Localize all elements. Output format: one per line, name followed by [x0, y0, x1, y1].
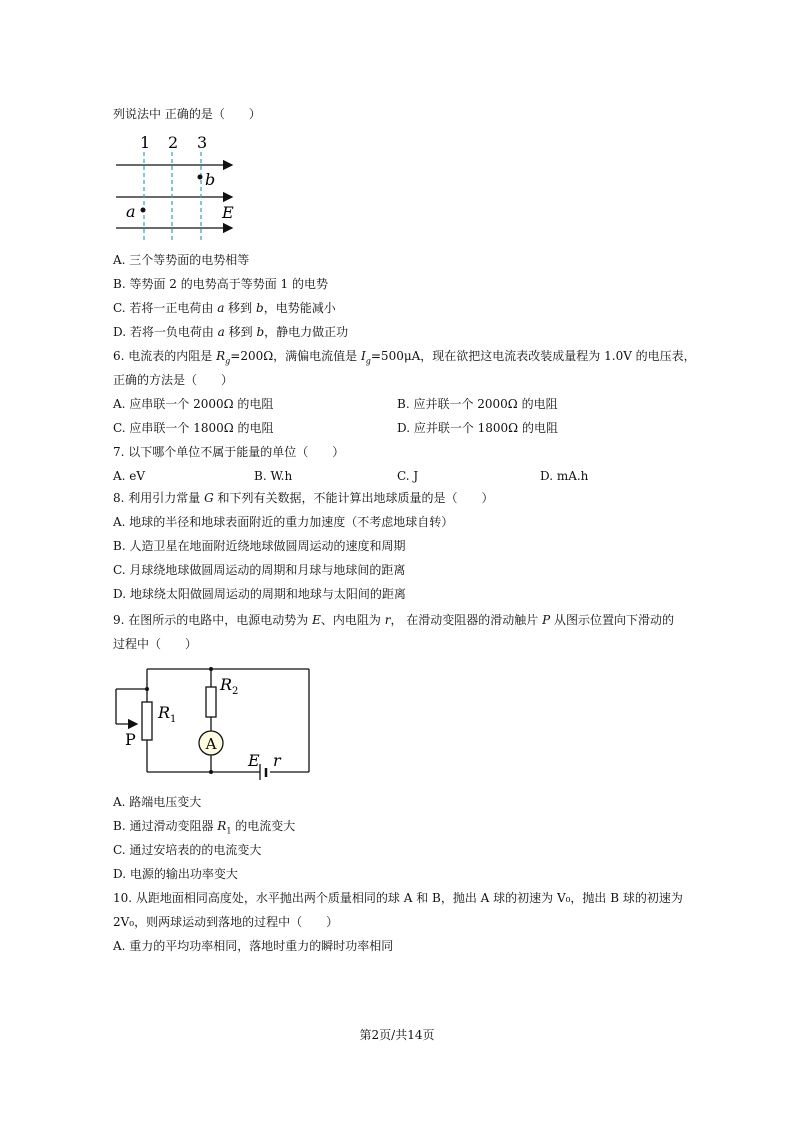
q8-stem: 8. 利用引力常量 G 和下列有关数据，不能计算出地球质量的是（ ） — [113, 491, 494, 505]
emf-label: E — [248, 751, 260, 770]
q10-option-a: A. 重力的平均功率相同，落地时重力的瞬时功率相同 — [113, 939, 394, 953]
q8-option-d: D. 地球绕太阳做圆周运动的周期和地球与太阳间的距离 — [113, 587, 406, 601]
q6-option-d: D. 应并联一个 1800Ω 的电阻 — [397, 421, 558, 435]
q8-option-a: A. 地球的半径和地球表面附近的重力加速度（不考虑地球自转） — [113, 515, 454, 529]
q10-stem-line1: 10. 从距地面相同高度处，水平抛出两个质量相同的球 A 和 B，抛出 A 球的初速为 V₀，抛出 B 球的初速为 — [113, 891, 683, 905]
q9-stem-line1: 9. 在图所示的电路中，电源电动势为 E、内电阻为 r， 在滑动变阻器的滑动触片 P 从图示位置向下滑动的 — [113, 613, 674, 627]
point-b-dot — [198, 175, 203, 180]
q7-option-b: B. W.h — [254, 469, 293, 483]
q5-stem: 列说法中 正确的是（ ） — [113, 107, 261, 121]
q9-option-c: C. 通过安培表的的电流变大 — [113, 843, 262, 857]
internal-resistance-label: r — [273, 751, 281, 770]
r1-resistor — [142, 702, 152, 740]
r2-label: $R_2$ — [220, 675, 239, 697]
q6-stem-line1: 6. 电流表的内阻是 $R_g=200\Omega$，满偏电流值是 $I_g=500\mu A$，现在欲把这电流表改装成量程为 1.0V 的电压表， — [113, 349, 696, 366]
point-a-dot — [141, 208, 146, 213]
line-label-2: 2 — [168, 133, 179, 152]
q9-option-b: B. 通过滑动变阻器 $R_1$ 的电流变大 — [113, 819, 296, 836]
q9-option-d: D. 电源的输出功率变大 — [113, 867, 238, 881]
q7-option-d: D. mA.h — [540, 469, 589, 483]
q6-option-b: B. 应并联一个 2000Ω 的电阻 — [397, 397, 558, 411]
q9-option-a: A. 路端电压变大 — [113, 795, 202, 809]
junction-dot — [209, 667, 213, 671]
q5-option-d: D. 若将一负电荷由 a 移到 b，静电力做正功 — [113, 325, 349, 339]
point-a-label: a — [126, 202, 136, 221]
junction-dot — [145, 687, 149, 691]
q7-stem: 7. 以下哪个单位不属于能量的单位（ ） — [113, 445, 345, 459]
q7-option-c: C. J — [397, 469, 419, 483]
q5-option-b: B. 等势面 2 的电势高于等势面 1 的电势 — [113, 277, 328, 291]
r1-label: $R_1$ — [158, 703, 177, 725]
line-label-1: 1 — [140, 133, 151, 152]
circuit-figure — [110, 660, 315, 780]
page-footer: 第2页/共14页 — [359, 1028, 435, 1042]
q8-option-c: C. 月球绕地球做圆周运动的周期和月球与地球间的距离 — [113, 563, 406, 577]
q6-stem-line2: 正确的方法是（ ） — [113, 373, 234, 387]
q9-stem-line2: 过程中（ ） — [113, 637, 198, 651]
q7-option-a: A. eV — [113, 469, 146, 483]
q6-option-c: C. 应串联一个 1800Ω 的电阻 — [113, 421, 274, 435]
junction-dot — [209, 770, 213, 774]
q10-stem-line2: 2V₀，则两球运动到落地的过程中（ ） — [113, 915, 339, 929]
q5-option-a: A. 三个等势面的电势相等 — [113, 253, 250, 267]
q8-option-b: B. 人造卫星在地面附近绕地球做圆周运动的速度和周期 — [113, 539, 406, 553]
point-b-label: b — [205, 170, 216, 189]
q6-option-a: A. 应串联一个 2000Ω 的电阻 — [113, 397, 274, 411]
equipotential-figure — [108, 128, 248, 243]
ammeter-label: A — [205, 735, 217, 753]
q5-option-c: C. 若将一正电荷由 a 移到 b，电势能减小 — [113, 301, 336, 315]
line-label-3: 3 — [197, 133, 208, 152]
r2-resistor — [206, 687, 216, 717]
field-label-e: E — [222, 203, 234, 222]
slider-p-label: P — [125, 730, 136, 749]
